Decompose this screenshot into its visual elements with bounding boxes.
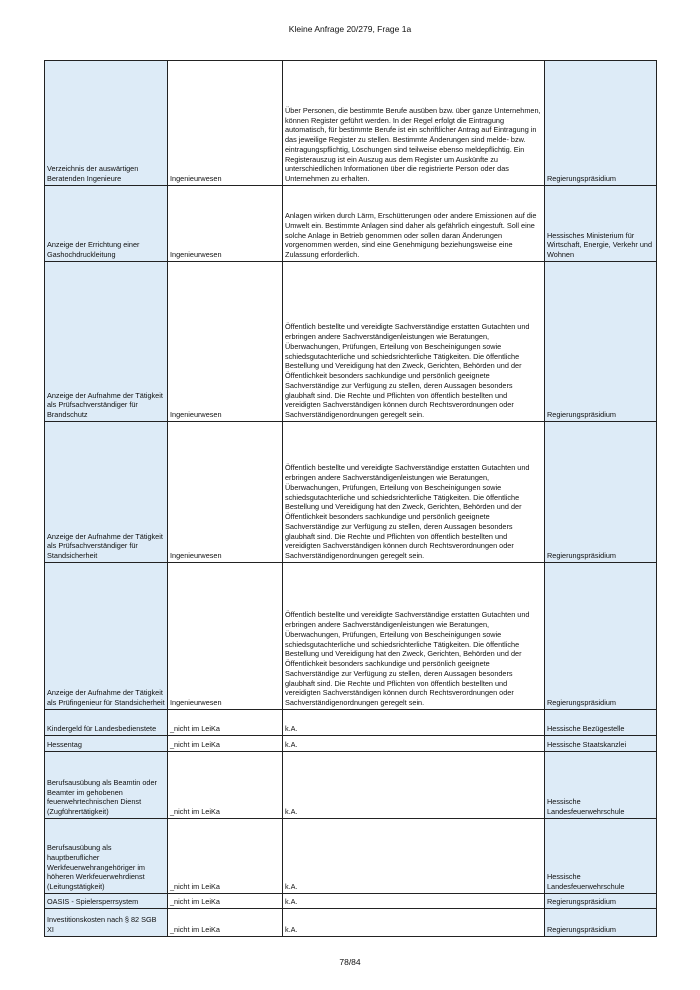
table-row xyxy=(45,752,657,819)
table-row xyxy=(45,186,657,262)
service-name-cell: Anzeige der Aufnahme der Tätigkeit als Prüfsachverständiger für Standsicherheit xyxy=(45,422,168,563)
authority-cell: Regierungspräsidium xyxy=(545,563,657,710)
table-row xyxy=(45,61,657,186)
service-name-cell: Verzeichnis der auswärtigen Beratenden Ingenieure xyxy=(45,61,168,186)
authority-cell: Hessische Staatskanzlei xyxy=(545,736,657,752)
page-number: 78/84 xyxy=(339,957,361,967)
category-cell: Ingenieurwesen xyxy=(168,422,283,563)
service-name-cell: Berufsausübung als Beamtin oder Beamter im gehobenen feuerwehrtechnischen Dienst (Zugführertätigkeit) xyxy=(45,752,168,819)
description-cell: k.A. xyxy=(283,710,545,736)
authority-cell: Hessisches Ministerium für Wirtschaft, Energie, Verkehr und Wohnen xyxy=(545,186,657,262)
page-header: Kleine Anfrage 20/279, Frage 1a xyxy=(288,24,412,34)
service-name-cell: Anzeige der Errichtung einer Gashochdruckleitung xyxy=(45,186,168,262)
description-cell: k.A. xyxy=(283,909,545,937)
description-cell: Anlagen wirken durch Lärm, Erschütterungen oder andere Emissionen auf die Umwelt ein. Bestimmte Anlagen sind daher als gefährlich eingestuft. Soll eine solche Anlage in Betrieb genommen oder sollen daran Änderungen vorgenommen werden, sind eine Genehmigung beziehungsweise eine Zulassung erforderlich. xyxy=(283,186,545,262)
table-row xyxy=(45,710,657,736)
description-cell: k.A. xyxy=(283,736,545,752)
category-cell: _nicht im LeiKa xyxy=(168,894,283,909)
table-row xyxy=(45,909,657,937)
authority-cell: Regierungspräsidium xyxy=(545,262,657,422)
description-cell: Öffentlich bestellte und vereidigte Sachverständige erstatten Gutachten und erbringen andere Sachverständigenleistungen wie Beratungen, Überwachungen, Prüfungen, Erteilung von Bescheinigungen sowie schiedsgutachterliche und schiedsrichterliche Tätigkeiten. Die öffentliche Bestellung und Vereidigung hat den Zweck, Gerichten, Behörden und der Öffentlichkeit besonders sachkundige und persönlich geeignete Sachverständige zur Verfügung zu stellen, deren Aussagen besonders glaubhaft sind. Die Rechte und Pflichten von öffentlich bestellten und vereidigten Sachverständigen können durch Rechtsverordnungen oder Sachverständigenordnungen geregelt sein. xyxy=(283,262,545,422)
service-name-cell: Anzeige der Aufnahme der Tätigkeit als Prüfsachverständiger für Brandschutz xyxy=(45,262,168,422)
service-name-cell: Kindergeld für Landesbedienstete xyxy=(45,710,168,736)
authority-cell: Regierungspräsidium xyxy=(545,909,657,937)
authority-cell: Hessische Landesfeuerwehrschule xyxy=(545,752,657,819)
authority-cell: Hessische Bezügestelle xyxy=(545,710,657,736)
service-name-cell: OASIS - Spielersperrsystem xyxy=(45,894,168,909)
service-name-cell: Investitionskosten nach § 82 SGB XI xyxy=(45,909,168,937)
description-cell: k.A. xyxy=(283,819,545,894)
authority-cell: Hessische Landesfeuerwehrschule xyxy=(545,819,657,894)
service-name-cell: Hessentag xyxy=(45,736,168,752)
description-cell: Öffentlich bestellte und vereidigte Sachverständige erstatten Gutachten und erbringen andere Sachverständigenleistungen wie Beratungen, Überwachungen, Prüfungen, Erteilung von Bescheinigungen sowie schiedsgutachterliche und schiedsrichterliche Tätigkeiten. Die öffentliche Bestellung und Vereidigung hat den Zweck, Gerichten, Behörden und der Öffentlichkeit besonders sachkundige und persönlich geeignete Sachverständige zur Verfügung zu stellen, deren Aussagen besonders glaubhaft sind. Die Rechte und Pflichten von öffentlich bestellten und vereidigten Sachverständigen können durch Rechtsverordnungen oder Sachverständigenordnungen geregelt sein. xyxy=(283,422,545,563)
category-cell: Ingenieurwesen xyxy=(168,61,283,186)
table-row xyxy=(45,736,657,752)
description-cell: k.A. xyxy=(283,752,545,819)
description-cell: Öffentlich bestellte und vereidigte Sachverständige erstatten Gutachten und erbringen andere Sachverständigenleistungen wie Beratungen, Überwachungen, Prüfungen, Erteilung von Bescheinigungen sowie schiedsgutachterliche und schiedsrichterliche Tätigkeiten. Die öffentliche Bestellung und Vereidigung hat den Zweck, Gerichten, Behörden und der Öffentlichkeit besonders sachkundige und persönlich geeignete Sachverständige zur Verfügung zu stellen, deren Aussagen besonders glaubhaft sind. Die Rechte und Pflichten von öffentlich bestellten und vereidigten Sachverständigen können durch Rechtsverordnungen oder Sachverständigenordnungen geregelt sein. xyxy=(283,563,545,710)
authority-cell: Regierungspräsidium xyxy=(545,422,657,563)
authority-cell: Regierungspräsidium xyxy=(545,894,657,909)
description-cell: Über Personen, die bestimmte Berufe ausüben bzw. über ganze Unternehmen, können Register geführt werden. In der Regel erfolgt die Eintragung automatisch, für bestimmte Berufe ist ein schriftlicher Antrag auf Eintragung in das jeweilige Register zu stellen. Bestimmte Änderungen sind melde- bzw. eintragungspflichtig, Löschungen sind teilweise ebenso meldepflichtig. Ein Registerauszug ist ein Auszug aus dem Register um Auskünfte zu unterschiedlichen Informationen über die registrierte Person oder das Unternehmen zu erhalten. xyxy=(283,61,545,186)
authority-cell: Regierungspräsidium xyxy=(545,61,657,186)
services-table xyxy=(44,60,657,937)
service-name-cell: Anzeige der Aufnahme der Tätigkeit als Prüfingenieur für Standsicherheit xyxy=(45,563,168,710)
table-row xyxy=(45,819,657,894)
category-cell: _nicht im LeiKa xyxy=(168,710,283,736)
description-cell: k.A. xyxy=(283,894,545,909)
category-cell: Ingenieurwesen xyxy=(168,186,283,262)
table-row xyxy=(45,422,657,563)
category-cell: Ingenieurwesen xyxy=(168,563,283,710)
category-cell: _nicht im LeiKa xyxy=(168,909,283,937)
table-row xyxy=(45,262,657,422)
table-row xyxy=(45,894,657,909)
category-cell: Ingenieurwesen xyxy=(168,262,283,422)
service-name-cell: Berufsausübung als hauptberuflicher Werkfeuerwehrangehöriger im höheren Werkfeuerwehrdienst (Leitungstätigkeit) xyxy=(45,819,168,894)
table-row xyxy=(45,563,657,710)
category-cell: _nicht im LeiKa xyxy=(168,736,283,752)
category-cell: _nicht im LeiKa xyxy=(168,752,283,819)
category-cell: _nicht im LeiKa xyxy=(168,819,283,894)
